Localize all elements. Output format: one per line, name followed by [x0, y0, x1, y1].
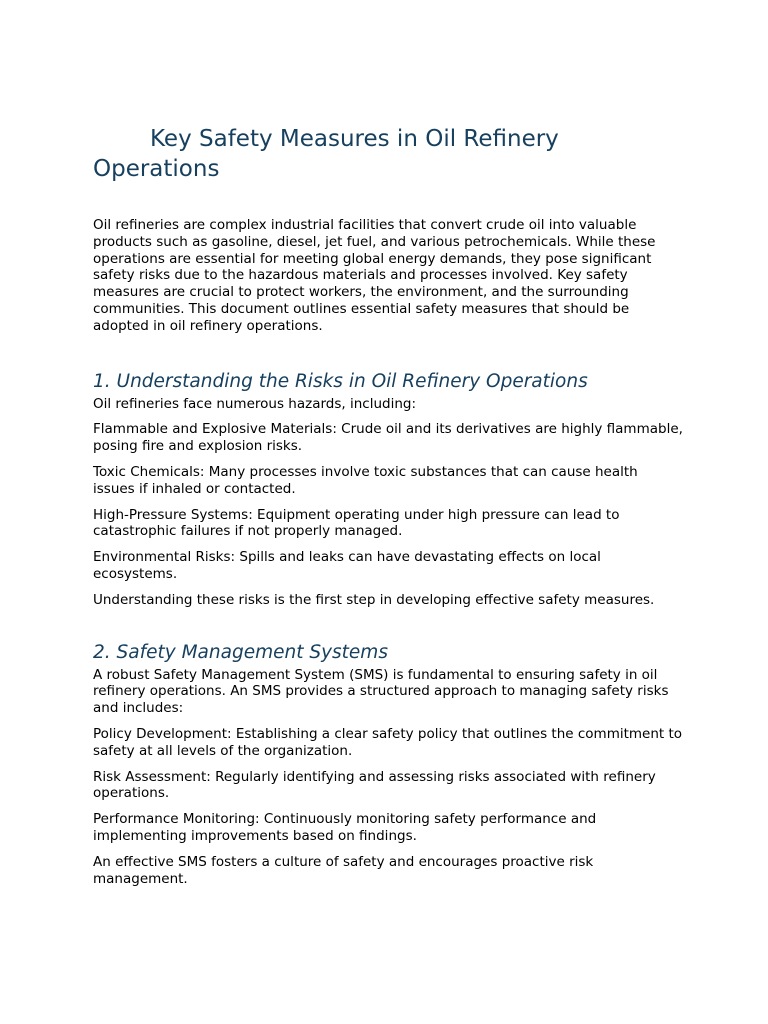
- section-safety-management: [93, 641, 683, 888]
- section-heading: 1. Understanding the Risks in Oil Refinery Operations: [93, 370, 588, 392]
- section-paragraph: Toxic Chemicals: Many processes involve toxic substances that can cause health issues if inhaled or contacted.: [93, 463, 638, 497]
- section-paragraph: Environmental Risks: Spills and leaks can have devastating effects on local ecosystems.: [93, 549, 601, 582]
- section-paragraph: Oil refineries face numerous hazards, including:: [93, 395, 416, 412]
- section-paragraph: Risk Assessment: Regularly identifying and assessing risks associated with refinery operations.: [93, 768, 656, 802]
- intro-paragraph: Oil refineries are complex industrial facilities that convert crude oil into valuable products such as gasoline, diesel, jet fuel, and various petrochemicals. While these operations are essential for meeting global energy demands, they pose significant safety risks due to the hazardous materials and processes involved. Key safety measures are crucial to protect workers, the environment, and the surrounding communities. This document outlines essential safety measures that should be adopted in oil refinery operations.: [93, 217, 656, 334]
- section-paragraph: Flammable and Explosive Materials: Crude oil and its derivatives are highly flammable, posing fire and explosion risks.: [93, 421, 683, 455]
- section-paragraph: A robust Safety Management System (SMS) is fundamental to ensuring safety in oil refinery operations. An SMS provides a structured approach to managing safety risks and includes:: [93, 666, 669, 717]
- document-page: [93, 124, 683, 896]
- section-understanding-risks: [93, 370, 683, 609]
- section-paragraph: High-Pressure Systems: Equipment operating under high pressure can lead to catastrophic failures if not properly managed.: [93, 506, 620, 540]
- section-paragraph: Policy Development: Establishing a clear safety policy that outlines the commitment to safety at all levels of the organization.: [93, 725, 683, 759]
- section-paragraph: An effective SMS fosters a culture of safety and encourages proactive risk management.: [93, 853, 594, 887]
- section-heading: 2. Safety Management Systems: [93, 641, 388, 663]
- section-paragraph: Performance Monitoring: Continuously monitoring safety performance and implementing improvements based on findings.: [93, 811, 597, 844]
- section-paragraph: Understanding these risks is the first step in developing effective safety measures.: [93, 591, 655, 608]
- document-title: Key Safety Measures in Oil Refinery Operations: [93, 126, 559, 182]
